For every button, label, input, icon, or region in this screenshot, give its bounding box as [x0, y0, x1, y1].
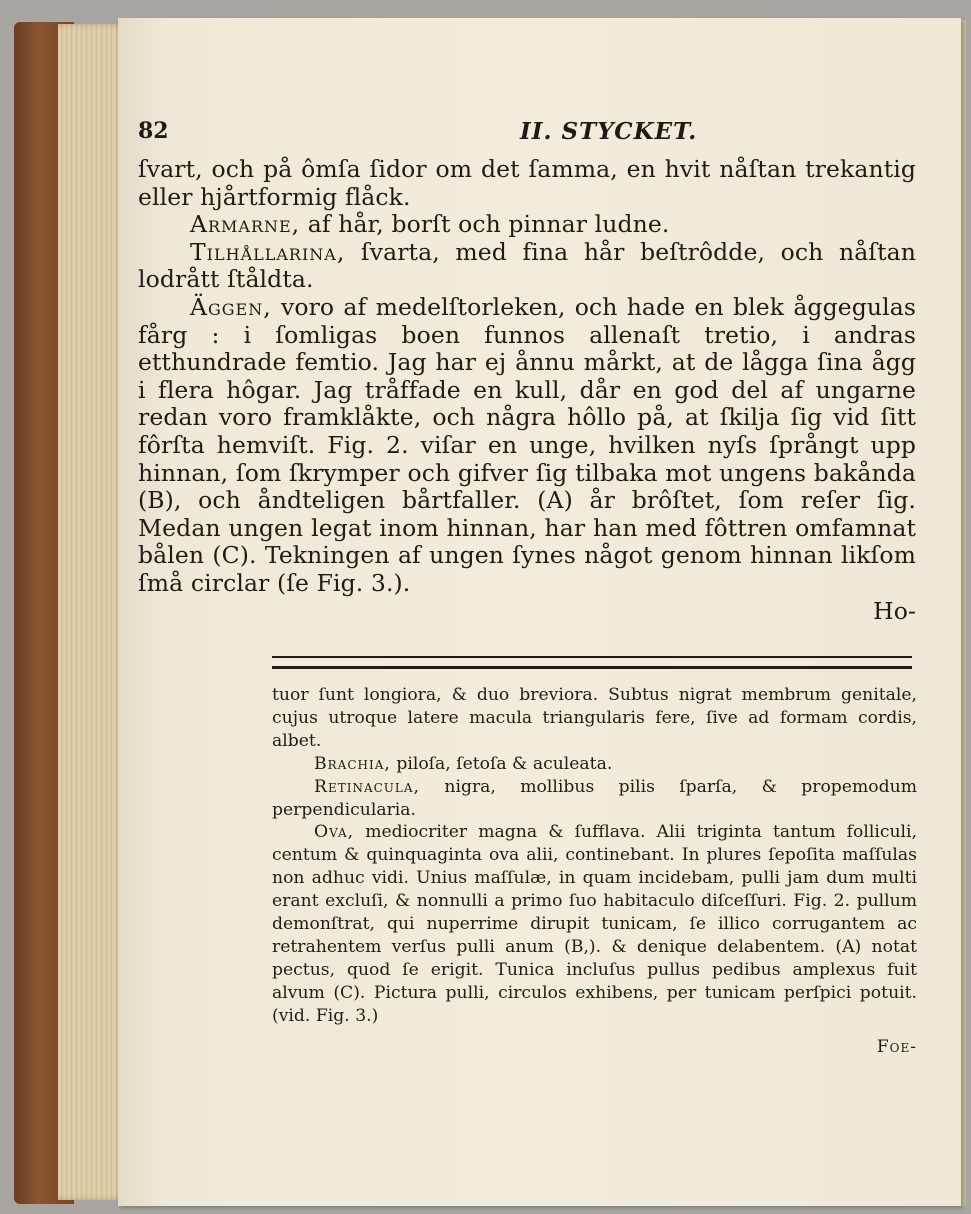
main-paragraph-aggen — [138, 294, 916, 598]
paragraph-text: mediocriter magna & ſufflava. Alii triginta tantum folliculi, centum & quinquaginta ova alii, continebant. In plures ſepoſita maſſulas non adhuc vidi. Unius maſſulæ, in quam incidebam, pulli jam dum multi erant excluſi, & nonnulli a primo ſuo habitaculo diſceſſuri. Fig. 2. pullum demonſtrat, qui nuperrime dirupit tunicam, ſe illico corrugantem ac retrahentem verſus pulli anum (B,). & denique delabentem. (A) notat pectus, quod ſe erigit. Tunica incluſus pullus pedibus amplexus fuit alvum (C). Pictura pulli, circulos exhibens, per tunicam perſpici potuit. (vid. Fig. 3.) — [272, 822, 917, 1026]
paragraph-lead: Äggen, — [190, 292, 272, 321]
running-head: II. STYCKET. — [520, 118, 698, 145]
paragraph-text: piloſa, ſetoſa & aculeata. — [390, 753, 613, 774]
paragraph-text: ſvarta, med fina hår beſtrôdde, och nåſtan lodrått ſtåldta. — [138, 237, 916, 294]
footnote-paragraph-retinacula — [272, 776, 917, 822]
footnote-paragraph-ova — [272, 821, 917, 1027]
paragraph-text: ſvart, och på ômſa ſidor om det ſamma, en hvit nåſtan trekantig eller hjårtformig flåck. — [138, 155, 916, 211]
paragraph-text: tuor ſunt longiora, & duo breviora. Subtus nigrat membrum genitale, cujus utroque latere macula triangularis fere, ſive ad formam cordis, albet. — [272, 685, 917, 751]
paragraph-text: voro af medelſtorleken, och hade en blek åggegulas fårg : i ſomligas boen funnos allenaſt tretio, i andras etthundrade femtio. Jag har ej ånnu mårkt, at de lågga ſina ågg i flera hôgar. Jag tråffade en kull, dår en god del af ungarne redan voro framklåkte, och några hôllo på, at ſkilja ſig vid ſitt fôrſta hemviſt. Fig. 2. viſar en unge, hvilken nyſs ſprångt upp hinnan, ſom ſkrymper och gifver ſig tilbaka mot ungens bakånda (B), och åndteligen bårtfaller. (A) år brôſtet, ſom reſer ſig. Medan ungen legat inom hinnan, har han med fôttren omfamnat bålen (C). Tekningen af ungen ſynes något genom hinnan likſom ſmå circlar (ſe Fig. 3.). — [138, 292, 916, 597]
footnote-catchword: Foe- — [876, 1036, 917, 1057]
main-paragraph-tilhallarina — [138, 239, 916, 294]
main-text — [138, 156, 916, 625]
footnote-paragraph-brachia — [272, 753, 917, 776]
footnote-rule — [272, 656, 912, 669]
main-paragraph-armarne — [138, 211, 916, 239]
paragraph-lead: Brachia, — [314, 753, 391, 774]
page-edges — [58, 24, 124, 1200]
paragraph-lead: Armarne, — [190, 210, 301, 239]
paragraph-text: af hår, borſt och pinnar ludne. — [300, 210, 670, 239]
footnote-text — [272, 684, 917, 1059]
paragraph-lead: Tilhållarina, — [190, 237, 346, 266]
paragraph-text: nigra, mollibus pilis ſparſa, & propemodum perpendicularia. — [272, 776, 917, 820]
page-header — [0, 118, 971, 152]
footnote-paragraph-1 — [272, 684, 917, 753]
main-paragraph-1 — [138, 156, 916, 211]
main-catchword: Ho- — [873, 596, 916, 625]
paragraph-lead: Retinacula, — [314, 776, 421, 797]
page-number: 82 — [138, 118, 169, 144]
paragraph-lead: Ova, — [314, 822, 355, 843]
